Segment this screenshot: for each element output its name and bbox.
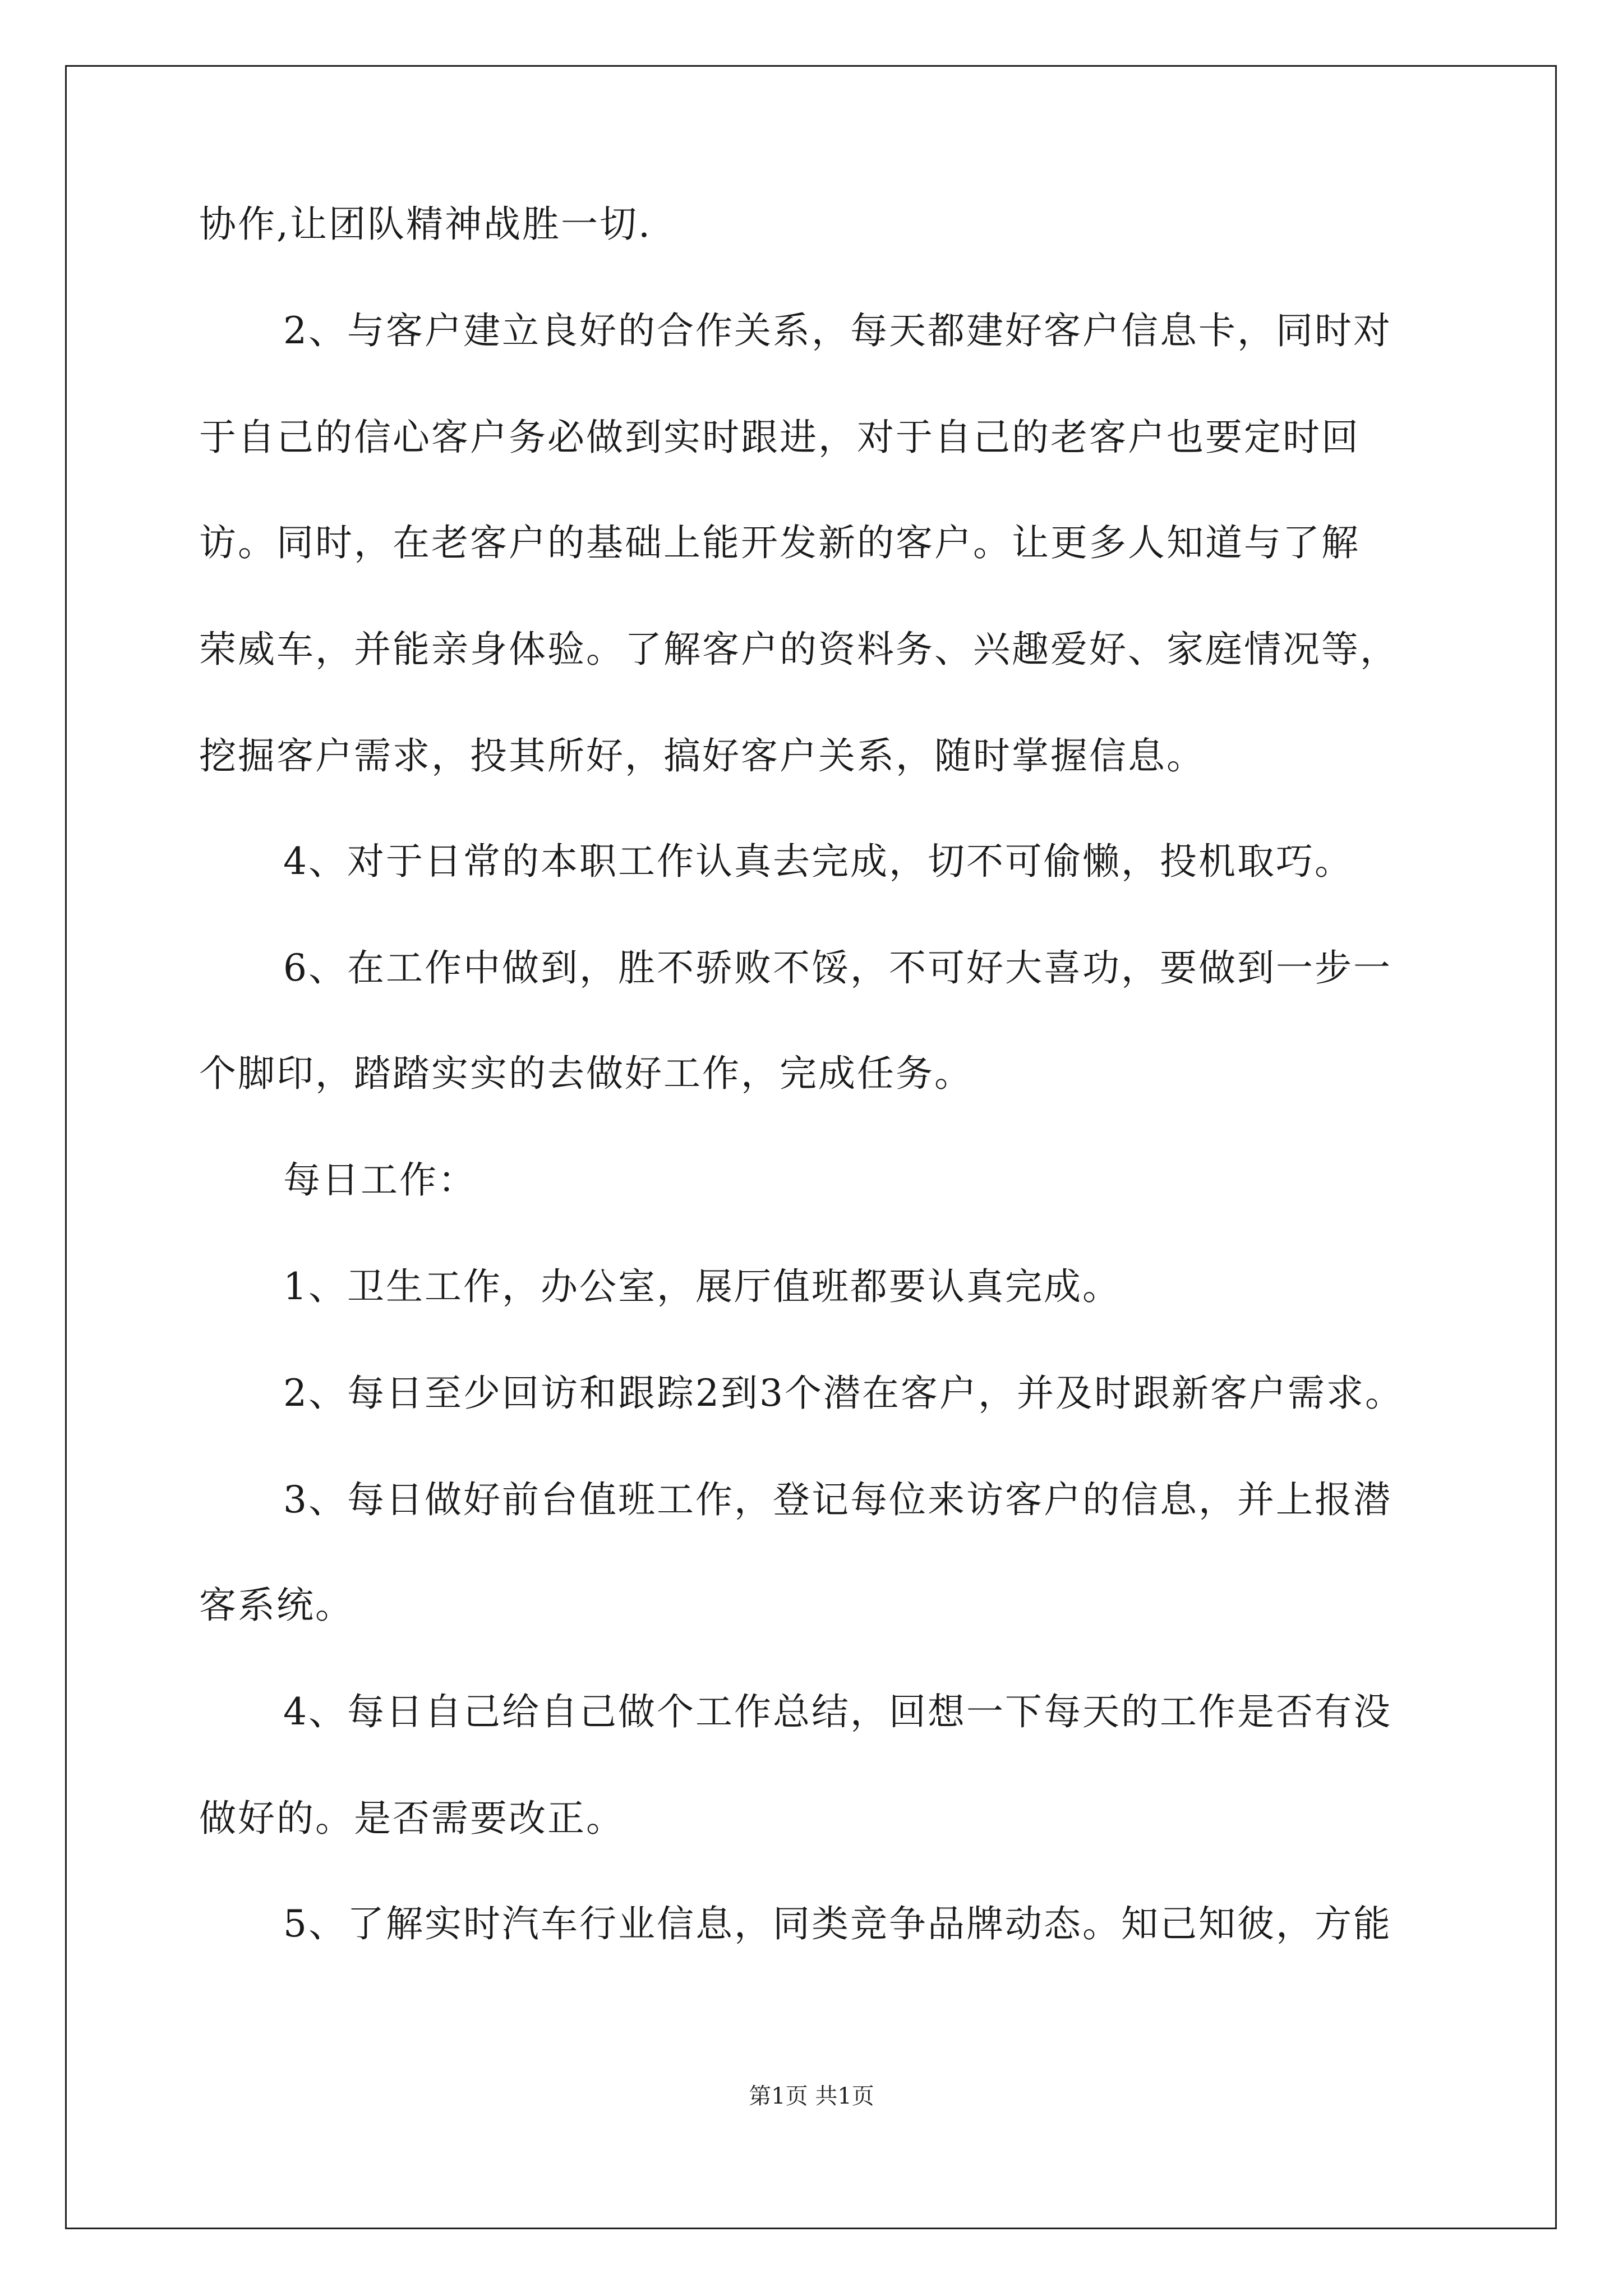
text-line: 协作,让团队精神战胜一切. bbox=[199, 203, 652, 246]
text-line: 5、了解实时汽车行业信息，同类竞争品牌动态。知己知彼，方能 bbox=[283, 1902, 1392, 1945]
text-line: 挖掘客户需求，投其所好，搞好客户关系，随时掌握信息。 bbox=[199, 734, 1205, 777]
text-line: 2、与客户建立良好的合作关系，每天都建好客户信息卡，同时对 bbox=[283, 309, 1392, 352]
text-line: 4、每日自己给自己做个工作总结，回想一下每天的工作是否有没 bbox=[283, 1690, 1392, 1733]
text-line: 1、卫生工作，办公室，展厅值班都要认真完成。 bbox=[283, 1265, 1121, 1308]
page-number-footer: 第1页 共1页 bbox=[749, 2083, 874, 2109]
text-line: 访。同时，在老客户的基础上能开发新的客户。让更多人知道与了解 bbox=[199, 521, 1360, 564]
text-line: 于自己的信心客户务必做到实时跟进，对于自己的老客户也要定时回 bbox=[199, 416, 1360, 459]
text-line: 4、对于日常的本职工作认真去完成，切不可偷懒，投机取巧。 bbox=[283, 840, 1353, 883]
text-line: 荣威车，并能亲身体验。了解客户的资料务、兴趣爱好、家庭情况等， bbox=[199, 628, 1399, 671]
section-heading: 每日工作： bbox=[283, 1158, 477, 1202]
text-line: 2、每日至少回访和跟踪2到3个潜在客户，并及时跟新客户需求。 bbox=[283, 1372, 1404, 1415]
text-line: 客系统。 bbox=[199, 1584, 354, 1627]
text-line: 个脚印，踏踏实实的去做好工作，完成任务。 bbox=[199, 1052, 973, 1095]
text-line: 3、每日做好前台值班工作，登记每位来访客户的信息，并上报潜 bbox=[283, 1478, 1392, 1521]
text-line: 做好的。是否需要改正。 bbox=[199, 1797, 625, 1840]
text-line: 6、在工作中做到，胜不骄败不馁，不可好大喜功，要做到一步一 bbox=[283, 946, 1392, 990]
